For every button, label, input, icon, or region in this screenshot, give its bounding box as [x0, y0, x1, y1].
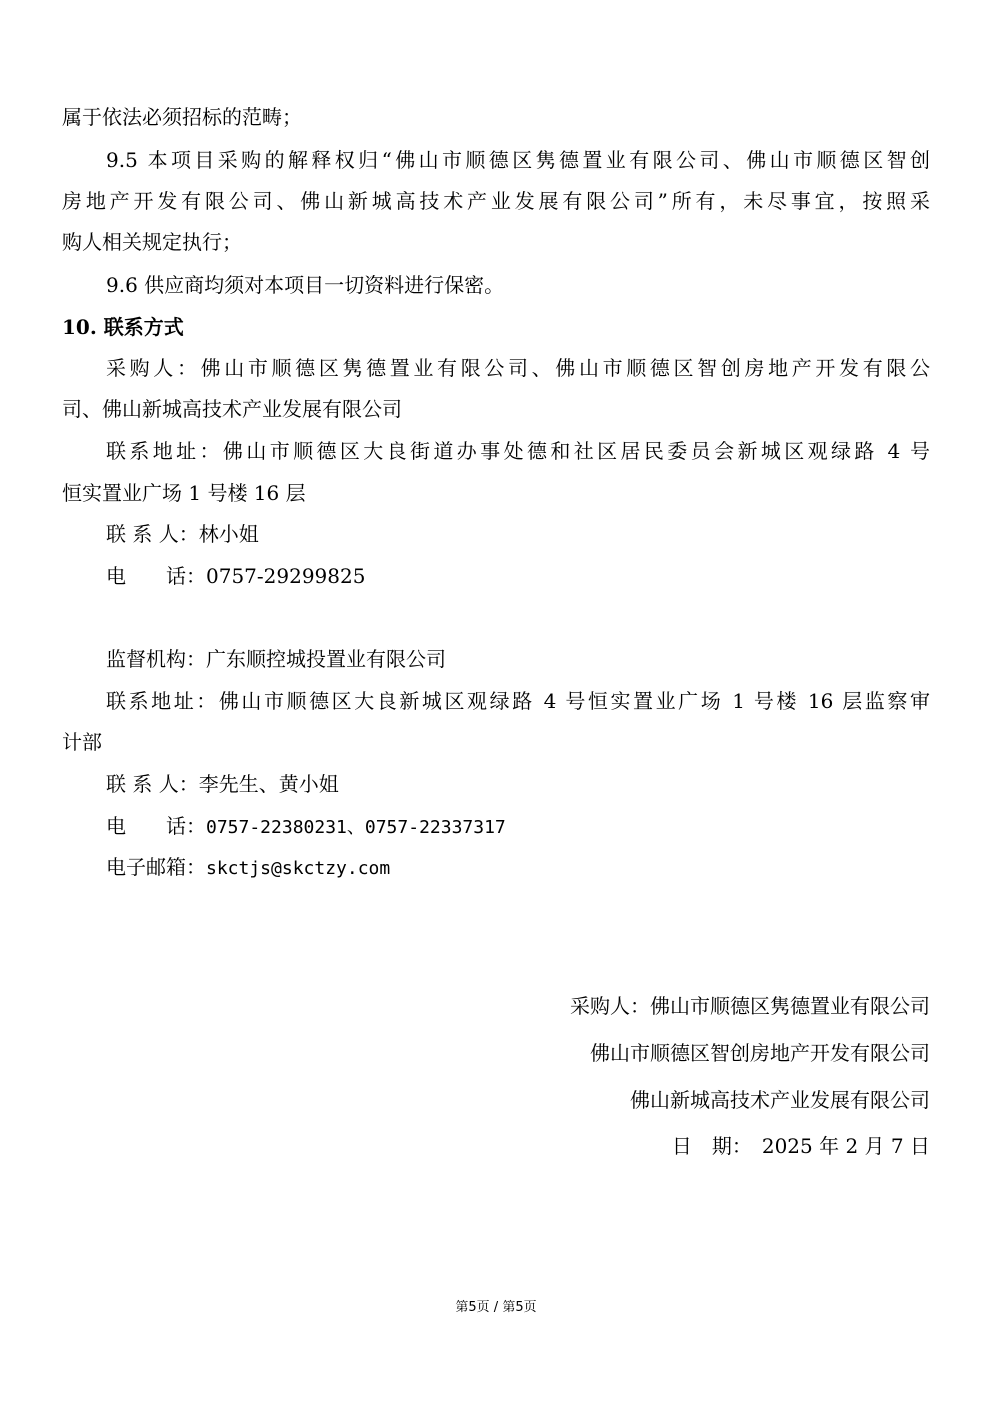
supervision-person-value: 李先生、黄小姐 — [198, 772, 339, 796]
page-number-footer: 第5页 / 第5页 — [455, 1300, 537, 1315]
purchaser-line1: 采购人：佛山市顺德区隽德置业有限公司、佛山市顺德区智创房地产开发有限公 — [106, 356, 930, 380]
signature-company-3: 佛山新城高技术产业发展有限公司 — [630, 1088, 930, 1112]
contact-phone-label: 电 话： — [106, 564, 206, 588]
supervision-address-line1: 联系地址：佛山市顺德区大良新城区观绿路 4 号恒实置业广场 1 号楼 16 层监察审 — [106, 689, 930, 713]
clause-9-5-line3: 购人相关规定执行； — [62, 230, 242, 254]
supervision-address-line2: 计部 — [62, 730, 102, 754]
contact-phone-value: 0757-29299825 — [206, 564, 366, 588]
signature-purchaser: 采购人：佛山市顺德区隽德置业有限公司 — [570, 994, 930, 1018]
supervision-org: 监督机构：广东顺控城投置业有限公司 — [106, 647, 446, 671]
supervision-email-value[interactable]: skctjs@skctzy.com — [206, 858, 391, 879]
supervision-phone-row — [106, 811, 930, 843]
signature-company-2: 佛山市顺德区智创房地产开发有限公司 — [590, 1041, 930, 1065]
text-line-scope: 属于依法必须招标的范畴； — [62, 105, 302, 129]
supervision-email-label: 电子邮箱： — [106, 855, 206, 879]
supervision-person-label: 联 系 人： — [106, 772, 199, 796]
supervision-email-row — [106, 852, 930, 884]
contact-person-value: 林小姐 — [198, 522, 259, 546]
clause-9-5-line2: 房地产开发有限公司、佛山新城高技术产业发展有限公司”所有，未尽事宜，按照采 — [62, 189, 930, 213]
supervision-phone-value: 0757-22380231、0757-22337317 — [206, 817, 506, 838]
contact-address-line2: 恒实置业广场 1 号楼 16 层 — [62, 481, 306, 505]
clause-9-6: 9.6 供应商均须对本项目一切资料进行保密。 — [106, 273, 505, 297]
contact-person-row — [106, 519, 930, 549]
contact-address-line1: 联系地址：佛山市顺德区大良街道办事处德和社区居民委员会新城区观绿路 4 号 — [106, 439, 930, 463]
contact-person-label: 联 系 人： — [106, 522, 199, 546]
purchaser-line2: 司、佛山新城高技术产业发展有限公司 — [62, 397, 402, 421]
contact-phone-row — [106, 561, 930, 591]
supervision-phone-label: 电 话： — [106, 814, 206, 838]
section-heading-contact: 10. 联系方式 — [62, 315, 184, 339]
supervision-person-row — [106, 769, 930, 799]
signature-date: 日 期： 2025 年 2 月 7 日 — [671, 1134, 930, 1158]
clause-9-5-line1: 9.5 本项目采购的解释权归“佛山市顺德区隽德置业有限公司、佛山市顺德区智创 — [106, 148, 930, 172]
